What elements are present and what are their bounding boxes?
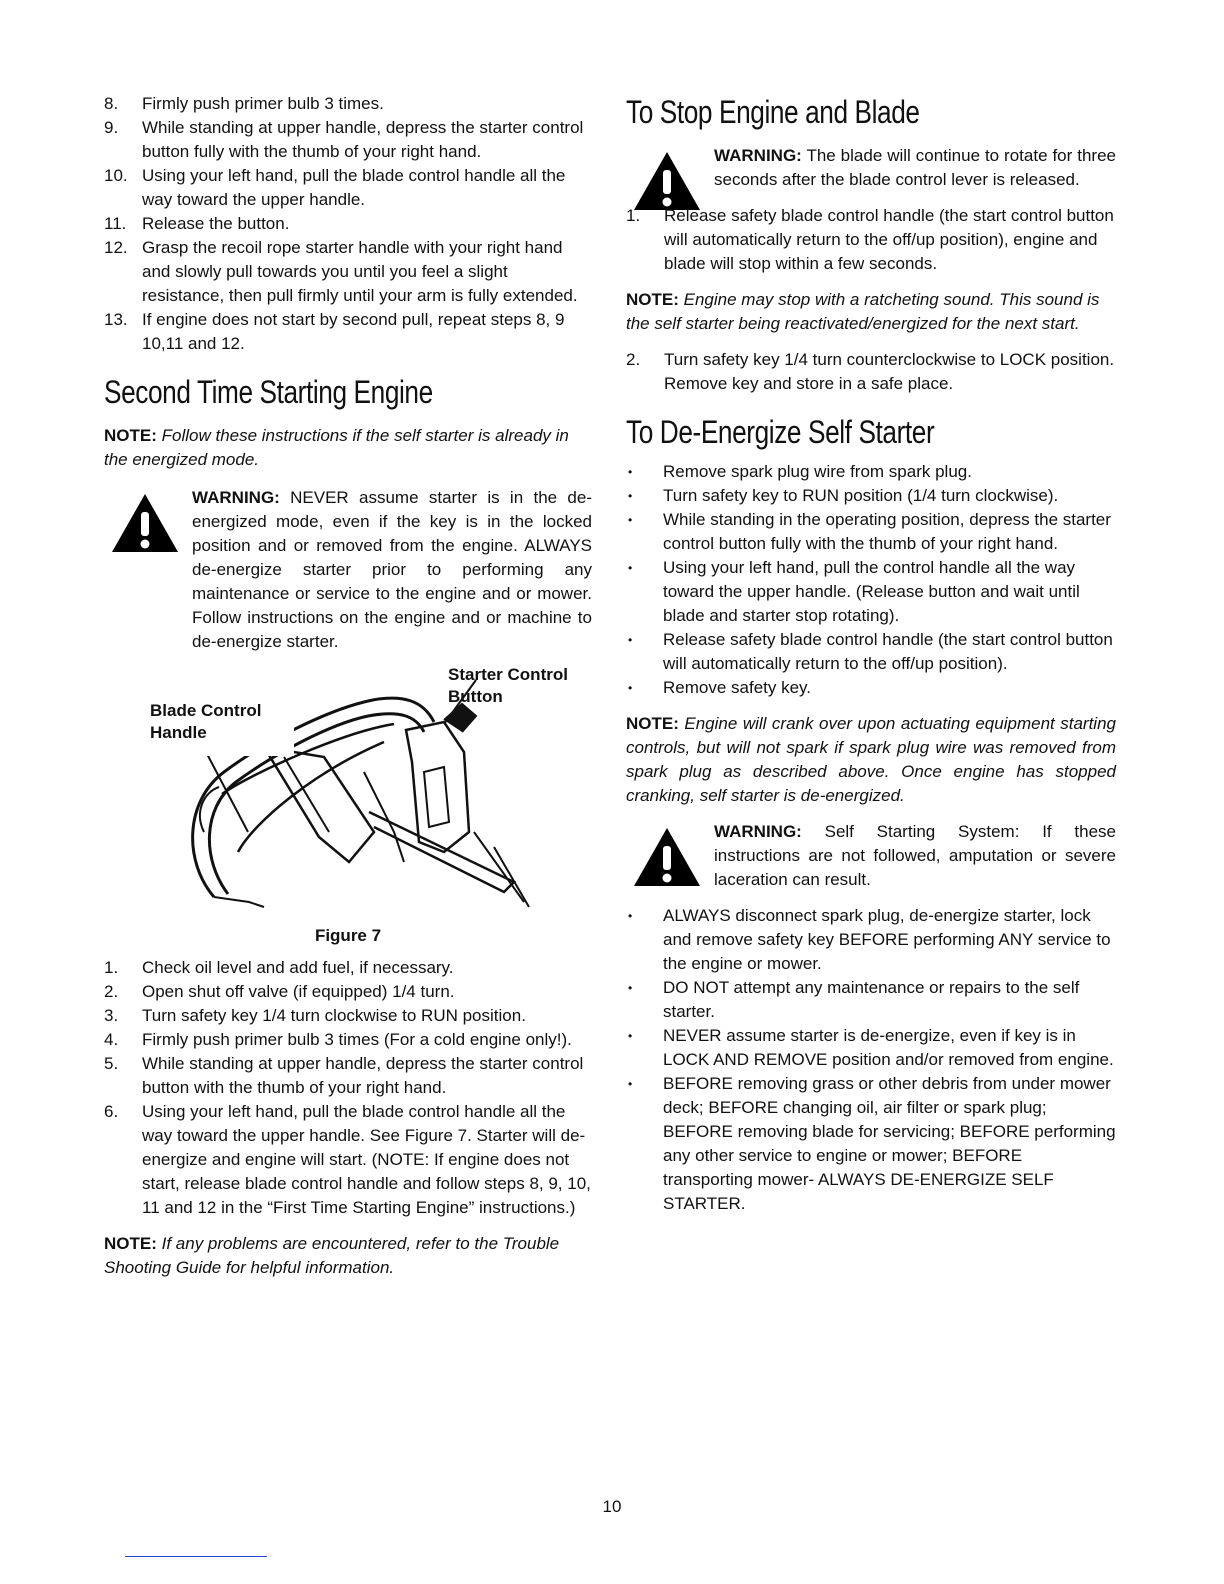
- heading-second-time-starting: Second Time Starting Engine: [104, 374, 433, 410]
- list-item: 9. While standing at upper handle, depress the starter control button fully with the thumb of your right hand.: [104, 118, 584, 161]
- list-item: 3. Turn safety key 1/4 turn clockwise to RUN position.: [104, 1006, 526, 1025]
- stop-steps-part2: [626, 348, 1116, 396]
- warning-icon: [110, 492, 180, 554]
- list-item: 8. Firmly push primer bulb 3 times.: [104, 94, 384, 113]
- list-item: • NEVER assume starter is de-energize, even if key is in LOCK AND REMOVE position and/or removed from engine.: [626, 1024, 1116, 1072]
- list-item: • Remove safety key.: [626, 676, 1116, 700]
- de-energize-bullets: [626, 460, 1116, 700]
- list-item: 1. Check oil level and add fuel, if necessary.: [104, 958, 454, 977]
- list-item: 11. Release the button.: [104, 214, 290, 233]
- list-item: 12. Grasp the recoil rope starter handle with your right hand and slowly pull towards you until you feel a slight resistance, then pull firmly until your arm is fully extended.: [104, 238, 578, 305]
- list-item: 5. While standing at upper handle, depress the starter control button with the thumb of your right hand.: [104, 1054, 584, 1097]
- stop-steps-part1: [626, 204, 1116, 276]
- list-item: • Release safety blade control handle (the start control button will automatically return to the off/up position).: [626, 628, 1116, 676]
- list-item: • Remove spark plug wire from spark plug.: [626, 460, 1116, 484]
- warning-block-never-assume: WARNING: NEVER assume starter is in the de-energized mode, even if the key is in the locked position and or removed from the engine. ALWAYS de-energize starter prior to performing any maintenance or service to the engine and or mower. Follow instructions on the engine and or machine to de-energize starter.: [104, 486, 592, 654]
- list-item: • ALWAYS disconnect spark plug, de-energize starter, lock and remove safety key BEFORE performing ANY service to the engine or mower.: [626, 904, 1116, 976]
- heading-de-energize: To De-Energize Self Starter: [626, 414, 935, 450]
- figure-7: [104, 662, 592, 922]
- second-start-steps: [104, 956, 592, 1220]
- list-item: 6. Using your left hand, pull the blade control handle all the way toward the upper handle. See Figure 7. Starter will de-energize and engine will start. (NOTE: If engine does not start, release blade control handle and follow steps 8, 9, 10, 11 and 12 in the “First Time Starting Engine” instructions.): [104, 1102, 591, 1217]
- figure-caption: Figure 7: [314, 926, 382, 945]
- note-ratcheting-sound: NOTE: Engine may stop with a ratcheting sound. This sound is the self starter being reactivated/energized for the next start.: [626, 290, 1100, 333]
- list-item: • Using your left hand, pull the control handle all the way toward the upper handle. (Release button and wait until blade and starter stop rotating).: [626, 556, 1116, 628]
- list-item: 1. Release safety blade control handle (the start control button will automatically return to the off/up position), engine and blade will stop within a few seconds.: [626, 206, 1114, 273]
- page-number: 10: [602, 1497, 622, 1516]
- heading-stop-engine: To Stop Engine and Blade: [626, 94, 920, 130]
- list-item: • BEFORE removing grass or other debris from under mower deck; BEFORE changing oil, air filter or spark plug; BEFORE removing blade for servicing; BEFORE performing any other service to engine or mower; BEFORE transporting mower- ALWAYS DE-ENERGIZE SELF STARTER.: [626, 1072, 1116, 1216]
- list-item: 13. If engine does not start by second pull, repeat steps 8, 9 10,11 and 12.: [104, 310, 565, 353]
- list-item: 2. Open shut off valve (if equipped) 1/4 turn.: [104, 982, 455, 1001]
- footer-rule: [125, 1556, 267, 1557]
- note-engine-crank: NOTE: Engine will crank over upon actuating equipment starting controls, but will not spark if spark plug wire was removed from spark plug as described above. Once engine has stopped cranking, self starter is de-energized.: [626, 714, 1116, 805]
- first-start-steps-continued: [104, 92, 592, 356]
- warning-icon: [632, 826, 702, 888]
- note-trouble-shooting: NOTE: If any problems are encountered, refer to the Trouble Shooting Guide for helpful information.: [104, 1234, 560, 1277]
- list-item: 2. Turn safety key 1/4 turn counterclockwise to LOCK position. Remove key and store in a safe place.: [626, 350, 1115, 393]
- warning-block-self-starting: WARNING: Self Starting System: If these instructions are not followed, amputation or severe laceration can result.: [626, 820, 1116, 892]
- label-starter-control-button: Starter Control Button: [448, 665, 568, 706]
- note-energized-mode: NOTE: Follow these instructions if the self starter is already in the energized mode.: [104, 426, 569, 469]
- right-column: [626, 92, 1116, 1216]
- list-item: • While standing in the operating position, depress the starter control button fully with the thumb of your right hand.: [626, 508, 1116, 556]
- list-item: 4. Firmly push primer bulb 3 times (For a cold engine only!).: [104, 1030, 572, 1049]
- safety-bullets: [626, 904, 1116, 1216]
- list-item: • Turn safety key to RUN position (1/4 turn clockwise).: [626, 484, 1116, 508]
- warning-block-blade-rotate: WARNING: The blade will continue to rotate for three seconds after the blade control lever is released.: [626, 144, 1116, 192]
- warning-icon: [632, 150, 702, 212]
- label-blade-control-handle: Blade Control Handle: [150, 701, 262, 742]
- list-item: 10. Using your left hand, pull the blade control handle all the way toward the upper handle.: [104, 166, 566, 209]
- list-item: • DO NOT attempt any maintenance or repairs to the self starter.: [626, 976, 1116, 1024]
- left-column: [104, 92, 592, 1280]
